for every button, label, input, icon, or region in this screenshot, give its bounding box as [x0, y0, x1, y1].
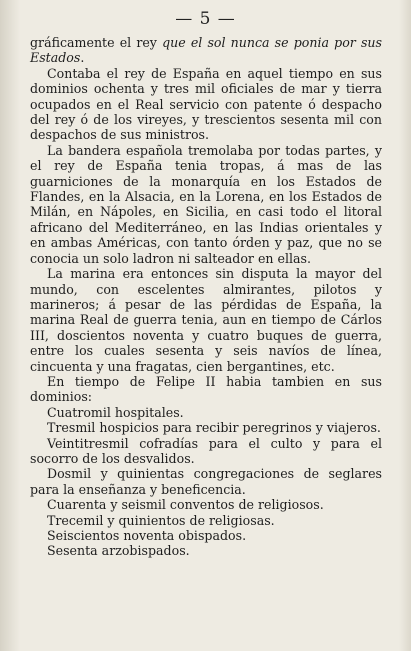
paragraph-felipe: En tiempo de Felipe II habia tambien en sus dominios:: [30, 373, 382, 405]
list-item: Veintitresmil cofradías para el culto y para el socorro de los desvalidos.: [30, 435, 382, 466]
paragraph-continuation: [30, 35, 382, 66]
page-body: [30, 35, 382, 559]
list-item: Tresmil hospicios para recibir peregrinos y viajeros.: [47, 420, 381, 436]
paragraph-text: gráficamente el rey: [30, 35, 163, 50]
page-gutter-shadow: [0, 0, 20, 651]
page-number-header: — 5 —: [175, 9, 236, 29]
list-item: Seiscientos noventa obispados.: [47, 528, 247, 543]
paragraph-navy: La marina era entonces sin disputa la mayor del mundo, con escelentes almirantes, pilotos y marineros; á pesar de las pérdidas de España, la marina Real de guerra tenia, aun en tiempo de Cárlos III, doscientos noventa y cuatro buques de guerra, entre los cuales sesenta y seis navíos de línea, cincuenta y una fragatas, cien bergantines, etc.: [30, 266, 382, 374]
page-edge-shadow: [399, 0, 411, 651]
list-item: Sesenta arzobispados.: [47, 543, 190, 559]
list-item: Dosmil y quinientas congregaciones de seglares para la enseñanza y beneficencia.: [30, 466, 382, 497]
list-item: Cuatromil hospitales.: [47, 404, 184, 420]
list-item: Cuarenta y seismil conventos de religiosos.: [47, 497, 324, 513]
italic-phrase: que el sol nunca se ponia por sus Estados: [30, 35, 382, 66]
paragraph-flag: La bandera española tremolaba por todas partes, y el rey de España tenia tropas, á mas de las guarniciones de la monarquía en los Estados de Flandes, en la Alsacia, en la Lorena, en los Estados de Milán, en Nápoles, en Sicilia, en casi todo el litoral africano del Mediterráneo, en las Indias orientales y en ambas Américas, con tanto órden y paz, que no se conocia un solo ladron ni salteador en ellas.: [30, 142, 382, 266]
paragraph-officials: Contaba el rey de España en aquel tiempo en sus dominios ochenta y tres mil oficiales de mar y tierra ocupados en el Real servicio con patente ó despacho del rey ó de los vireyes, y trescientos sesenta mil con despachos de sus ministros.: [30, 65, 382, 143]
paragraph-text: .: [80, 50, 85, 66]
list-item: Trecemil y quinientos de religiosas.: [47, 512, 275, 528]
